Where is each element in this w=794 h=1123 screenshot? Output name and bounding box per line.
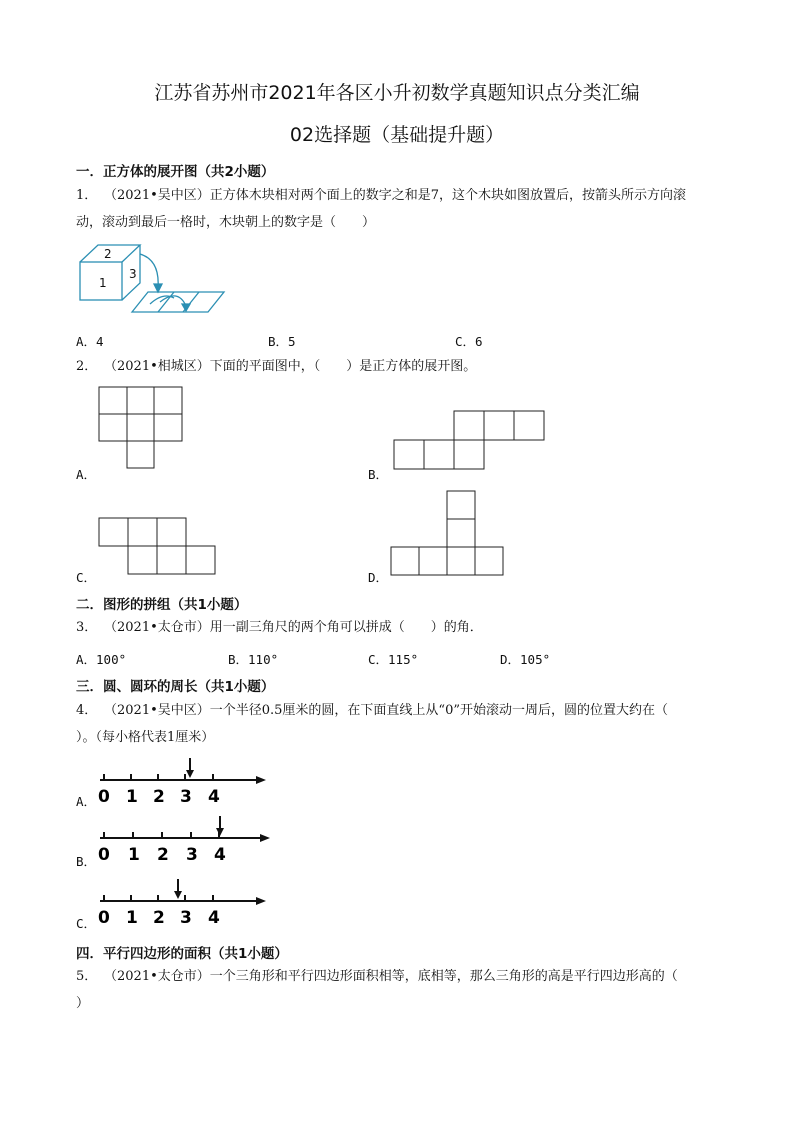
question-number: 2．	[76, 359, 98, 374]
question-text-cont: ）	[76, 996, 90, 1011]
question-number: 3．	[76, 620, 98, 635]
tick-label-3: 3	[180, 787, 192, 807]
net-figure-a	[98, 386, 184, 470]
question-text: （2021•吴中区）一个半径0.5厘米的圆，在下面直线上从“0”开始滚动一周后，圆的位置大约在（	[104, 703, 668, 718]
q3-option-c: C．115°	[368, 652, 419, 667]
section-heading-2: 二．图形的拼组（共1小题）	[76, 597, 248, 613]
question-1	[76, 182, 726, 236]
tick-label-3: 3	[180, 908, 192, 928]
number-line-a	[96, 756, 271, 808]
question-text-cont: 动，滚动到最后一格时，木块朝上的数字是（ ）	[76, 215, 376, 230]
cube-side-label: 3	[129, 267, 137, 281]
tick-label-1: 1	[128, 845, 140, 865]
q2-option-c-label: C．	[76, 570, 97, 585]
question-2	[76, 353, 726, 380]
q4-option-a-label: A．	[76, 794, 97, 809]
tick-label-4: 4	[208, 908, 220, 928]
tick-label-0: 0	[98, 908, 110, 928]
q2-option-d-label: D．	[368, 570, 389, 585]
q3-option-a: A．100°	[76, 652, 127, 667]
tick-label-1: 1	[126, 787, 138, 807]
net-figure-c	[98, 517, 218, 575]
q3-option-d: D．105°	[500, 652, 551, 667]
question-3	[76, 614, 726, 641]
question-number: 4．	[76, 703, 98, 718]
question-text-cont: ）。（每小格代表1厘米）	[76, 730, 215, 745]
cube-rolling-figure	[78, 240, 228, 320]
tick-label-0: 0	[98, 787, 110, 807]
tick-label-0: 0	[98, 845, 110, 865]
q4-option-b-label: B．	[76, 854, 97, 869]
q4-option-c-label: C．	[76, 916, 97, 931]
q1-option-b: B．5	[268, 334, 296, 349]
cube-front-label: 1	[99, 276, 107, 290]
q1-option-c: C．6	[455, 334, 483, 349]
tick-label-2: 2	[153, 787, 165, 807]
question-text: （2021•太仓市）一个三角形和平行四边形面积相等，底相等，那么三角形的高是平行四边形高的（	[104, 969, 678, 984]
q2-option-b-label: B．	[368, 467, 389, 482]
question-number: 5．	[76, 969, 98, 984]
section-heading-3: 三．圆、圆环的周长（共1小题）	[76, 679, 275, 695]
tick-label-2: 2	[153, 908, 165, 928]
question-number: 1．	[76, 188, 98, 203]
number-line-b	[96, 814, 274, 866]
tick-label-4: 4	[214, 845, 226, 865]
section-heading-1: 一．正方体的展开图（共2小题）	[76, 164, 275, 180]
question-4	[76, 697, 726, 751]
question-text: （2021•吴中区）正方体木块相对两个面上的数字之和是7，这个木块如图放置后，按箭头所示方向滚	[104, 188, 687, 203]
question-text: （2021•相城区）下面的平面图中，（ ）是正方体的展开图。	[104, 359, 477, 374]
tick-label-4: 4	[208, 787, 220, 807]
net-figure-b	[393, 410, 545, 470]
q3-option-b: B．110°	[228, 652, 279, 667]
q1-option-a: A．4	[76, 334, 104, 349]
tick-label-3: 3	[186, 845, 198, 865]
question-text: （2021•太仓市）用一副三角尺的两个角可以拼成（ ）的角．	[104, 620, 483, 635]
tick-label-2: 2	[157, 845, 169, 865]
page-subtitle: 02选择题（基础提升题）	[289, 124, 505, 146]
tick-label-1: 1	[126, 908, 138, 928]
q2-option-a-label: A．	[76, 467, 97, 482]
page-title: 江苏省苏州市2021年各区小升初数学真题知识点分类汇编	[154, 82, 640, 104]
net-figure-d	[390, 490, 504, 576]
question-5	[76, 963, 726, 1017]
section-heading-4: 四．平行四边形的面积（共1小题）	[76, 946, 288, 962]
cube-top-label: 2	[104, 247, 112, 261]
number-line-c	[96, 877, 271, 929]
